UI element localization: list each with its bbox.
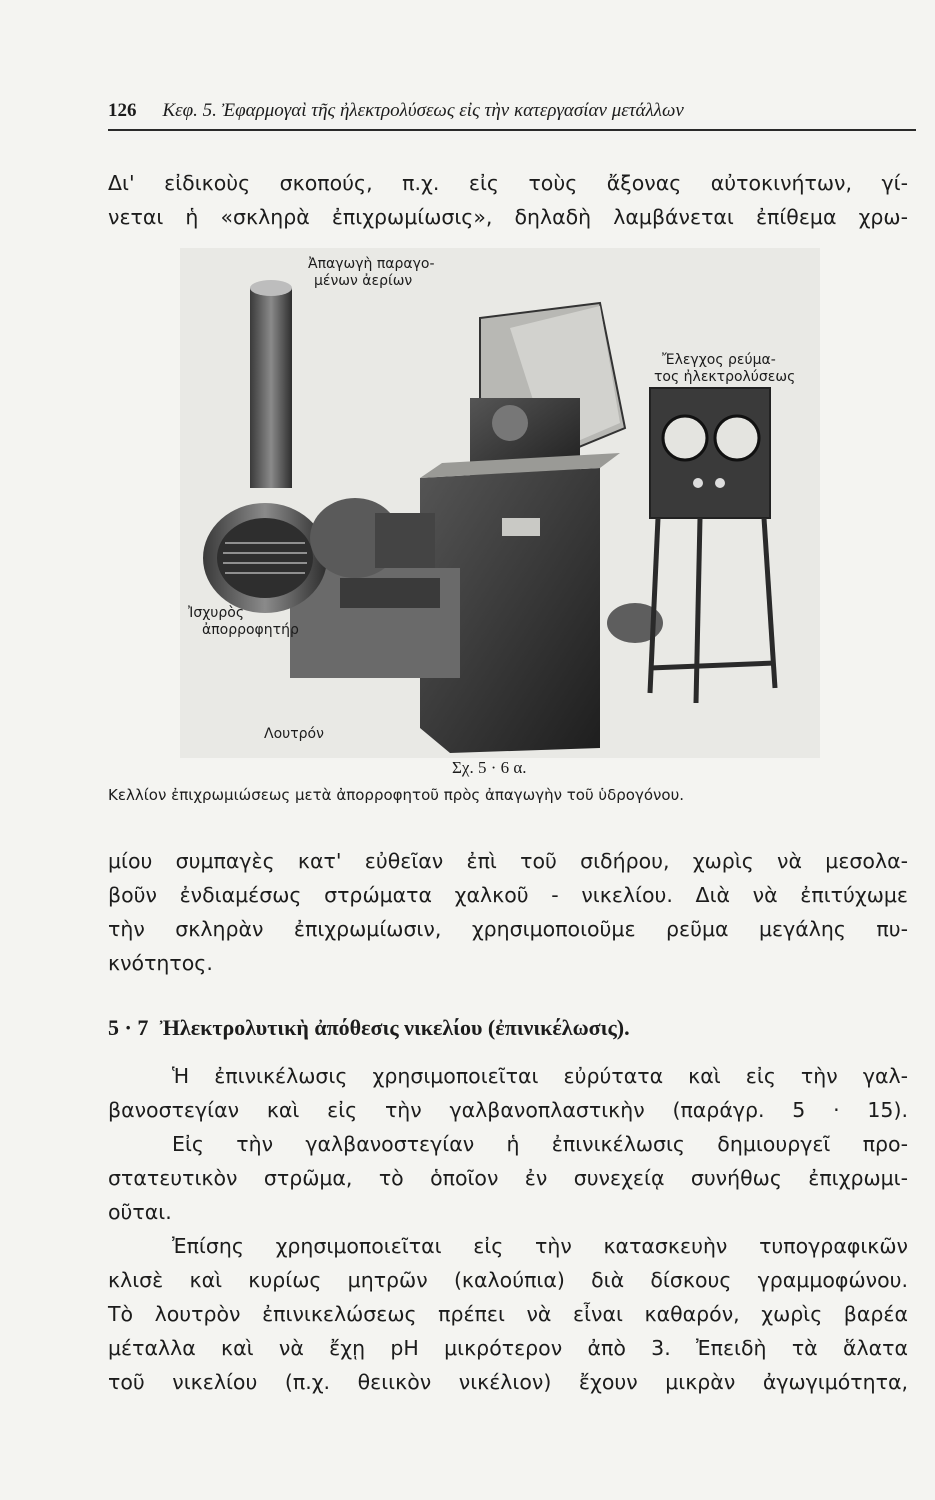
section-heading (108, 1015, 908, 1041)
figure-illustration (180, 248, 820, 758)
intro-paragraph (108, 166, 908, 234)
text-line: κνότητος. (108, 951, 213, 975)
label-line: μένων ἀερίων (314, 273, 413, 289)
text-line: τοῦ νικελίου (π.χ. θειικὸν νικέλιον) ἔχουν μικρὰν ἀγωγιμότητα, (108, 1370, 908, 1394)
text-line: τὴν σκληρὰν ἐπιχρωμίωσιν, χρησιμοποιοῦμε ρεῦμα μεγάλης πυ- (108, 917, 908, 941)
text-line: Ἐπίσης χρησιμοποιεῖται εἰς τὴν κατασκευὴν τυπογραφικῶν (172, 1234, 908, 1258)
label-bath: Λουτρόν (264, 726, 324, 742)
text-line: βανοστεγίαν καὶ εἰς τὴν γαλβανοπλαστικὴν (παράγρ. 5 · 15). (108, 1098, 908, 1122)
text-line: μέταλλα καὶ νὰ ἔχῃ pH μικρότερον ἀπὸ 3. Ἐπειδὴ τὰ ἅλατα (108, 1336, 908, 1360)
meter-dial (663, 416, 707, 460)
label-absorber (188, 605, 299, 639)
text-line: Ἡ ἐπινικέλωσις χρησιμοποιεῖται εὐρύτατα καὶ εἰς τὴν γαλ- (172, 1064, 908, 1088)
chroming-cell-drawing (180, 248, 820, 758)
paragraph-1 (108, 1059, 908, 1127)
text-line: Δι' εἰδικοὺς σκοπούς, π.χ. εἰς τοὺς ἄξονας αὐτοκινήτων, γί- (108, 171, 908, 195)
label-current-control (654, 352, 796, 386)
text-line: βοῦν ἐνδιαμέσως στρώματα χαλκοῦ - νικελίου. Διὰ νὰ ἐπιτύχωμε (108, 883, 908, 907)
paragraph-3 (108, 1229, 908, 1399)
text-line: στατευτικὸν στρῶμα, τὸ ὁποῖον ἐν συνεχείᾳ συνήθως ἐπιχρωμι- (108, 1166, 908, 1190)
text-line: οῦται. (108, 1200, 172, 1224)
text-line: κλισὲ καὶ κυρίως μητρῶν (καλούπια) διὰ δίσκους γραμμοφώνου. (108, 1268, 908, 1292)
section-number: 5 · 7 (108, 1015, 149, 1040)
running-title: Κεφ. 5. Ἐφαρμογαὶ τῆς ἠλεκτρολύσεως εἰς τὴν κατεργασίαν μετάλλων (162, 100, 684, 121)
text-line: μίου συμπαγὲς κατ' εὐθεῖαν ἐπὶ τοῦ σιδήρου, χωρὶς νὰ μεσολα- (108, 849, 908, 873)
label-line: τος ἠλεκτρολύσεως (654, 369, 796, 385)
text-line: Εἰς τὴν γαλβανοστεγίαν ἡ ἐπινικέλωσις δημιουργεῖ προ- (172, 1132, 908, 1156)
text-line: νεται ἡ «σκληρὰ ἐπιχρωμίωσις», δηλαδὴ λαμβάνεται ἐπίθεμα χρω- (108, 205, 908, 229)
meter-dial (715, 416, 759, 460)
figure-number: Σχ. 5 · 6 α. (452, 758, 527, 777)
figure-caption: Κελλίον ἐπιχρωμιώσεως μετὰ ἀπορροφητοῦ πρὸς ἀπαγωγὴν τοῦ ὑδρογόνου. (108, 786, 685, 804)
text-line: Τὸ λουτρὸν ἐπινικελώσεως πρέπει νὰ εἶναι καθαρόν, χωρὶς βαρέα (108, 1302, 908, 1326)
exhaust-pipe (250, 288, 292, 488)
label-gas-exhaust (308, 256, 435, 290)
page-number: 126 (108, 100, 137, 121)
label-line: Ἔλεγχος ρεύμα- (662, 352, 776, 368)
label-line: Ἀπαγωγὴ παραγο- (308, 256, 435, 272)
label-line: ἀπορροφητήρ (202, 622, 299, 638)
paragraph-2 (108, 1127, 908, 1229)
label-line: Ἰσχυρὸς (188, 605, 245, 621)
section-title: Ἠλεκτρολυτικὴ ἀπόθεσις νικελίου (ἐπινικέλωσις). (159, 1015, 630, 1040)
continuation-paragraph (108, 844, 908, 980)
running-header (108, 93, 916, 131)
